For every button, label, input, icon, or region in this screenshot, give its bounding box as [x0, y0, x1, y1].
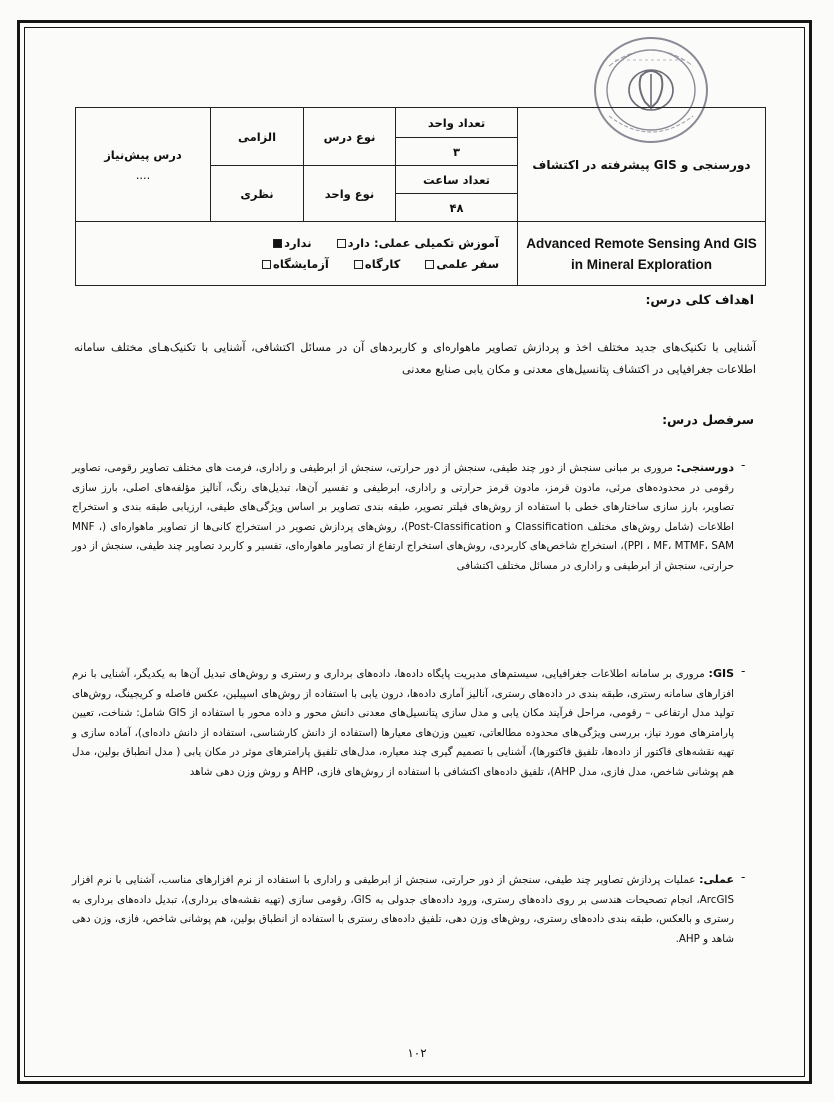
units-label: تعداد واحد: [396, 108, 518, 138]
course-title-fa: دورسنجی و GIS پیشرفته در اکتشاف: [518, 108, 766, 222]
prerequisite-cell: [76, 108, 211, 222]
prerequisite-value: ....: [135, 167, 151, 182]
course-type-value: الزامی: [211, 108, 304, 166]
option-workshop: کارگاه: [364, 256, 401, 271]
syllabus-item-gis: [72, 664, 734, 783]
course-type-label: نوع درس: [304, 108, 396, 166]
practical-label: آموزش تکمیلی عملی:: [373, 235, 499, 250]
hours-value: ۴۸: [396, 194, 518, 222]
hours-label: تعداد ساعت: [396, 166, 518, 194]
option-field-trip: سفر علمی: [436, 256, 499, 271]
item-lead: عملی:: [699, 873, 734, 886]
item-text: مروری بر مبانی سنجش از دور چند طیفی، سنجش از دور حرارتی، سنجش از ابرطیفی و راداری، فرمت های مختلف تصاویر رقومی، تصاویر رقومی در محدوده‌های مرئی، مادون قرمز، مادون قرمز حرارتی و راداری، ابرطیفی و تفسیر آن‌ها، تبدیل‌های رنگ، آنالیز مؤلفه‌های اصلی، بارز سازی تصاویر، بارز سازی ساختارهای خطی با استفاده از روش‌های فیلتر تصویر، طبقه بندی تصاویر بر اساس ویژگی‌های طیفی، ارزیابی طبقه بندی و استخراج اطلاعات (شامل روش‌های مختلف Classification و Post-Classification)، روش‌های پردازش تصویر در استخراج کانی‌ها از تصاویر ماهواره‌ای (MNF ، PPI ، MF، MTMF، SAM)، استخراج شاخص‌های کاربردی، روش‌های استخراج ارتفاع از تصاویر ماهواره‌ای، تفسیر و کاربرد تصاویر چند طیفی، سنجش از دور حرارتی، سنجش از ابرطیفی و راداری در مسائل مختلف اکتشافی: [72, 462, 734, 572]
checkbox-hasnot[interactable]: [273, 239, 282, 248]
page-number: ۱۰۲: [407, 1046, 427, 1060]
practical-training-cell: [76, 222, 518, 286]
syllabus-heading: سرفصل درس:: [662, 412, 754, 427]
unit-type-label: نوع واحد: [304, 166, 396, 222]
goals-text: آشنایی با تکنیک‌های جدید مختلف اخذ و پردازش تصاویر ماهواره‌ای و کاربردهای آن در مسائل اکتشافی، آشنایی با تکنیک‌هـای مختلف سامانه اطلاعات جغرافیایی در اکتشاف پتانسیل‌های معدنی و مکان یابی صنایع معدنی: [74, 341, 756, 376]
checkbox-field-trip[interactable]: [425, 260, 434, 269]
unit-type-value: نظری: [211, 166, 304, 222]
practical-row-2: [79, 254, 499, 275]
bullet-dash: -: [741, 664, 746, 678]
item-text: عملیات پردازش تصاویر چند طیفی، سنجش از دور حرارتی، سنجش از ابرطیفی و راداری با استفاده از نرم افزارهای مناسب، آشنایی با نرم افزار ArcGIS، انجام تصحیحات هندسی بر روی داده‌های رستری، ورود داده‌های جدولی به GIS، رقومی سازی (تهیه نقشه‌های برداری)، تبدیل داده‌های برداری به رستری و بالعکس، طبقه بندی داده‌های رستری، روش‌های وزن دهی، تلفیق داده‌های رستری با استفاده از انطباق بولین، هم پوشانی شاخص، فازی، وزن دهی شاهد و AHP.: [72, 874, 734, 945]
practical-row-1: [79, 233, 499, 254]
item-text: مروری بر سامانه اطلاعات جغرافیایی، سیستم‌های مدیریت پایگاه داده‌ها، داده‌های برداری و رستری و روش‌های تبدیل آن‌ها به یکدیگر، آشنایی با نرم افزارهای سامانه رستری، طبقه بندی در داده‌های رستری، آنالیز آماری داده‌ها، درون یابی با استفاده از روش‌های اسپیلین، عکس فاصله و کریجینگ، روش‌های تولید مدل ارتفاعی – رقومی، مراحل فرآیند مکان یابی و مدل سازی پتانسیل‌های معدنی دانش محور و داده محور با استفاده از GIS شامل: شناخت، تعیین پارامترهای مورد نیاز، بررسی ویژگی‌های محدوده مطالعاتی، تعیین وزن‌های معیارها (استفاده از دانش کارشناسی، استفاده از دانش داده‌ای)، آماده سازی و تهیه نقشه‌های فاکتور از داده‌ها، تلفیق فاکتورها)، آشنایی با تصمیم گیری چند معیاره، مدل‌های تلفیق پارامترهای موثر در مکان یابی ( مدل انطباق بولین، مدل هم پوشانی شاخص، مدل فازی، مدل AHP)، تلفیق داده‌های اکتشافی با استفاده از روش‌های فازی، AHP و روش وزن دهی شاهد: [72, 668, 734, 778]
units-value: ۳: [396, 138, 518, 166]
goals-heading: اهداف کلی درس:: [645, 292, 754, 307]
prerequisite-label: درس پیش‌نیاز: [104, 147, 182, 162]
checkbox-lab[interactable]: [262, 260, 271, 269]
option-has: دارد: [347, 235, 370, 250]
syllabus-item-practical: [72, 870, 734, 949]
course-title-en: Advanced Remote Sensing And GIS in Mineral Exploration: [518, 222, 766, 286]
item-lead: دورسنجی:: [676, 461, 734, 474]
bullet-dash: -: [741, 458, 746, 472]
checkbox-workshop[interactable]: [354, 260, 363, 269]
item-lead: GIS:: [708, 667, 734, 680]
syllabus-item-remote-sensing: [72, 458, 734, 577]
checkbox-has[interactable]: [337, 239, 346, 248]
bullet-dash: -: [741, 870, 746, 884]
course-info-table: [75, 107, 765, 285]
option-lab: آزمایشگاه: [273, 256, 329, 271]
option-hasnot: ندارد: [284, 235, 312, 250]
